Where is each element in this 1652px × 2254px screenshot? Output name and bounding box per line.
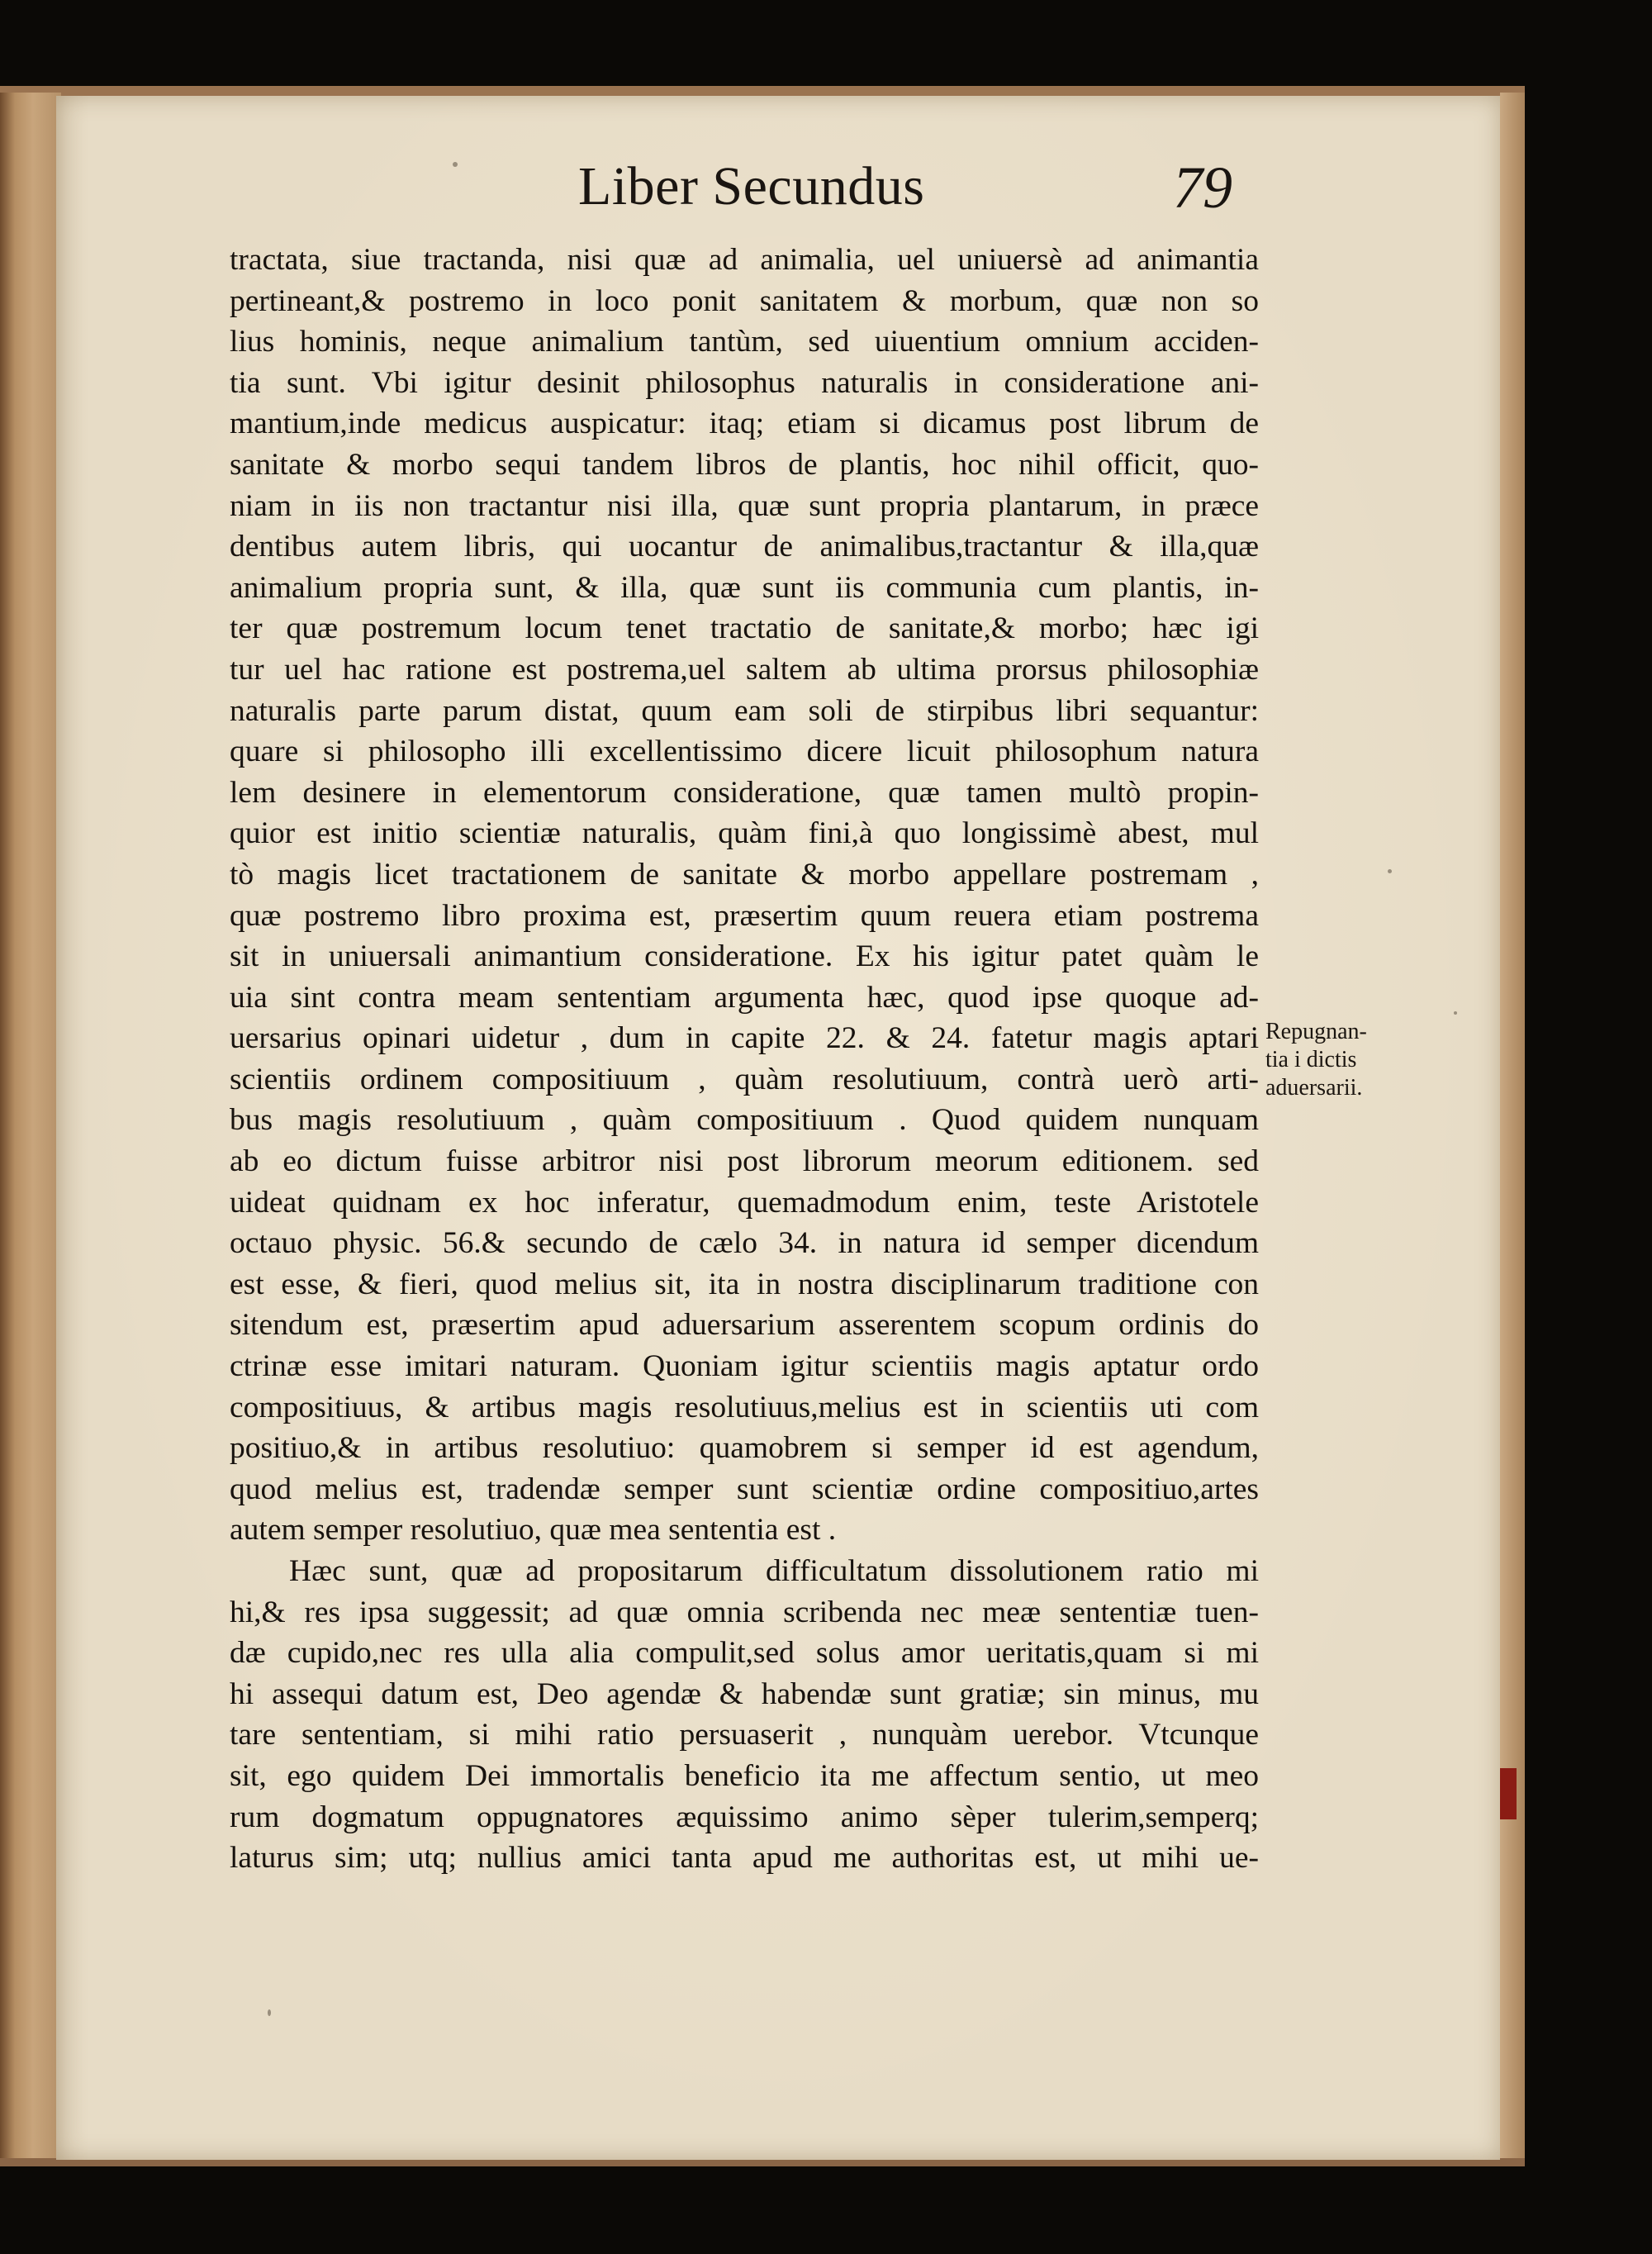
text-line: tia sunt. Vbi igitur desinit philosophus naturalis in consideratione ani- xyxy=(230,365,1259,400)
text-line: ab eo dictum fuisse arbitror nisi post librorum meorum editionem. sed xyxy=(230,1144,1259,1179)
text-line: quæ postremo libro proxima est, præsertim quum reuera etiam postrema xyxy=(230,898,1259,933)
text-line: niam in iis non tractantur nisi illa, quæ sunt propria plantarum, in præce xyxy=(230,488,1259,523)
text-line: laturus sim; utq; nullius amici tanta apud me authoritas est, ut mihi ue- xyxy=(230,1841,1259,1876)
text-line: tare sententiam, si mihi ratio persuaserit , nunquàm uerebor. Vtcunque xyxy=(230,1718,1259,1752)
text-line: positiuo,& in artibus resolutiuo: quamobrem si semper id est agendum, xyxy=(230,1431,1259,1466)
text-line: scientiis ordinem compositiuum , quàm resolutiuum, contrà uerò arti- xyxy=(230,1062,1259,1096)
paper-speck xyxy=(453,162,458,167)
text-line: quior est initio scientiæ naturalis, quàm fini,à quo longissimè abest, mul xyxy=(230,816,1259,851)
paper-speck xyxy=(1454,1011,1457,1015)
text-line: quare si philosopho illi excellentissimo dicere licuit philosophum natura xyxy=(230,735,1259,769)
body-text xyxy=(230,240,1259,1879)
text-line: sit, ego quidem Dei immortalis beneficio ita me affectum sentio, ut meo xyxy=(230,1758,1259,1793)
text-line: autem semper resolutiuo, quæ mea sententia est . xyxy=(230,1513,837,1548)
text-line: lem desinere in elementorum consideratione, quæ tamen multò propin- xyxy=(230,775,1259,810)
text-line: hi assequi datum est, Deo agendæ & habendæ sunt gratiæ; sin minus, mu xyxy=(230,1676,1259,1711)
text-line: sanitate & morbo sequi tandem libros de plantis, hoc nihil officit, quo- xyxy=(230,447,1259,482)
paper-speck xyxy=(268,2009,271,2016)
text-line: hi,& res ipsa suggessit; ad quæ omnia scribenda nec meæ sententiæ tuen- xyxy=(230,1595,1259,1629)
text-line: rum dogmatum oppugnatores æquissimo animo sèper tulerim,semperq; xyxy=(230,1800,1259,1834)
text-line: tò magis licet tractationem de sanitate & morbo appellare postremam , xyxy=(230,857,1259,892)
text-line: ter quæ postremum locum tenet tractatio de sanitate,& morbo; hæc igi xyxy=(230,611,1259,646)
text-line: uia sint contra meam sententiam argumenta hæc, quod ipse quoque ad- xyxy=(230,980,1259,1015)
margin-note xyxy=(1265,1018,1414,1102)
text-line: naturalis parte parum distat, quum eam soli de stirpibus libri sequantur: xyxy=(230,693,1259,728)
text-line: animalium propria sunt, & illa, quæ sunt iis communia cum plantis, in- xyxy=(230,570,1259,605)
text-line: tur uel hac ratione est postrema,uel saltem ab ultima prorsus philosophiæ xyxy=(230,652,1259,687)
text-line: dentibus autem libris, qui uocantur de animalibus,tractantur & illa,quæ xyxy=(230,530,1259,564)
page-number: 79 xyxy=(1173,155,1232,221)
text-line: uideat quidnam ex hoc inferatur, quemadmodum enim, teste Aristotele xyxy=(230,1185,1259,1220)
text-line: bus magis resolutiuum , quàm compositiuum . Quod quidem nunquam xyxy=(230,1103,1259,1138)
text-line: compositiuus, & artibus magis resolutiuus,melius est in scientiis uti com xyxy=(230,1390,1259,1424)
text-line: quod melius est, tradendæ semper sunt scientiæ ordine compositiuo,artes xyxy=(230,1472,1259,1506)
margin-note-line: aduersarii. xyxy=(1265,1075,1363,1101)
text-line: pertineant,& postremo in loco ponit sanitatem & morbum, quæ non so xyxy=(230,283,1259,318)
text-line: ctrinæ esse imitari naturam. Quoniam igitur scientiis magis aptatur ordo xyxy=(230,1349,1259,1384)
text-line: sitendum est, præsertim apud aduersarium asserentem scopum ordinis do xyxy=(230,1308,1259,1343)
paper-speck xyxy=(1388,869,1392,873)
text-line: est esse, & fieri, quod melius sit, ita in nostra disciplinarum traditione con xyxy=(230,1267,1259,1301)
text-line: sit in uniuersali animantium consideratione. Ex his igitur patet quàm le xyxy=(230,939,1259,974)
binding-left-board xyxy=(0,93,61,2158)
text-line: lius hominis, neque animalium tantùm, sed uiuentium omnium acciden- xyxy=(230,325,1259,359)
margin-note-line: Repugnan- xyxy=(1265,1019,1367,1044)
text-line: mantium,inde medicus auspicatur: itaq; etiam si dicamus post librum de xyxy=(230,407,1259,441)
text-line: uersarius opinari uidetur , dum in capite 22. & 24. fatetur magis aptari xyxy=(230,1021,1259,1056)
text-line: dæ cupido,nec res ulla alia compulit,sed solus amor ueritatis,quam si mi xyxy=(230,1636,1259,1671)
text-line: octauo physic. 56.& secundo de cælo 34. in natura id semper dicendum xyxy=(230,1226,1259,1261)
margin-note-line: tia i dictis xyxy=(1265,1047,1357,1072)
paragraph-start-line: Hæc sunt, quæ ad propositarum difficultatum dissolutionem ratio mi xyxy=(289,1554,1259,1588)
binding-right-board xyxy=(1500,93,1525,2158)
text-line: tractata, siue tractanda, nisi quæ ad animalia, uel uniuersè ad animantia xyxy=(230,243,1259,277)
page-header xyxy=(578,155,1322,238)
running-title: Liber Secundus xyxy=(578,156,925,216)
